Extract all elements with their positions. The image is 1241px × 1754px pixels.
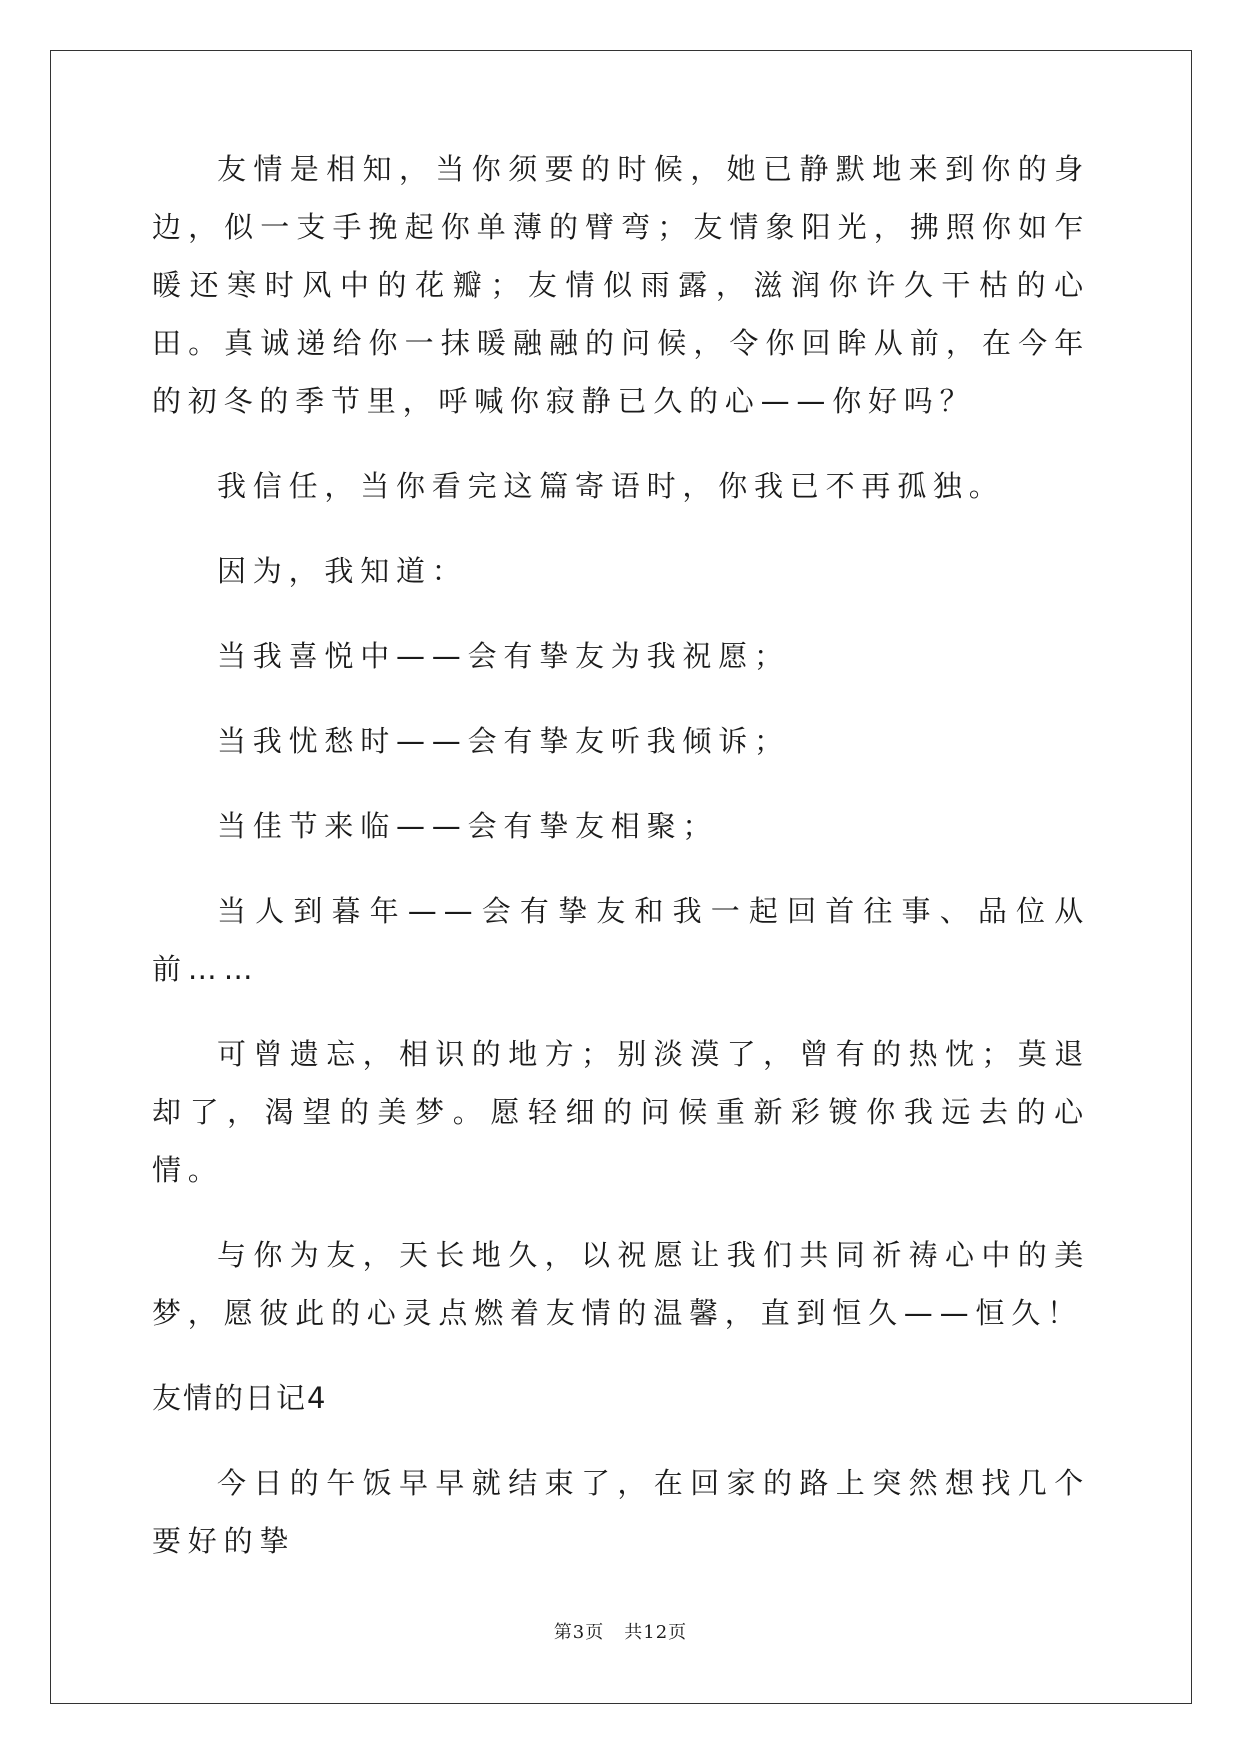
paragraph-trust: 我信任，当你看完这篇寄语时，你我已不再孤独。 xyxy=(217,469,1005,503)
document-body xyxy=(152,140,1090,1597)
section-heading: 友情的日记4 xyxy=(152,1381,328,1415)
paragraph-friendship-intro: 友情是相知，当你须要的时候，她已静默地来到你的身边，似一支手挽起你单薄的臂弯；友情象阳光，拂照你如乍暖还寒时风中的花瓣；友情似雨露，滋润你许久干枯的心田。真诚递给你一抹暖融融的问候，令你回眸从前，在今年的初冬的季节里，呼喊你寂静已久的心——你好吗？ xyxy=(152,152,1090,418)
page-number: 第3页 xyxy=(553,1622,605,1643)
paragraph-festival: 当佳节来临——会有挚友相聚； xyxy=(217,809,719,843)
page-total: 共12页 xyxy=(624,1622,688,1643)
paragraph-joy: 当我喜悦中——会有挚友为我祝愿； xyxy=(217,639,790,673)
page-footer xyxy=(0,1618,1241,1644)
paragraph-lunch: 今日的午饭早早就结束了，在回家的路上突然想找几个要好的挚 xyxy=(152,1466,1090,1558)
paragraph-forever: 与你为友，天长地久，以祝愿让我们共同祈祷心中的美梦，愿彼此的心灵点燃着友情的温馨，直到恒久——恒久！ xyxy=(152,1238,1090,1330)
paragraph-old-age: 当人到暮年——会有挚友和我一起回首往事、品位从前…… xyxy=(152,894,1090,986)
paragraph-because: 因为，我知道： xyxy=(217,554,468,588)
paragraph-remember: 可曾遗忘，相识的地方；别淡漠了，曾有的热忱；莫退却了，渴望的美梦。愿轻细的问候重新彩镀你我远去的心情。 xyxy=(152,1037,1090,1187)
paragraph-sorrow: 当我忧愁时——会有挚友听我倾诉； xyxy=(217,724,790,758)
